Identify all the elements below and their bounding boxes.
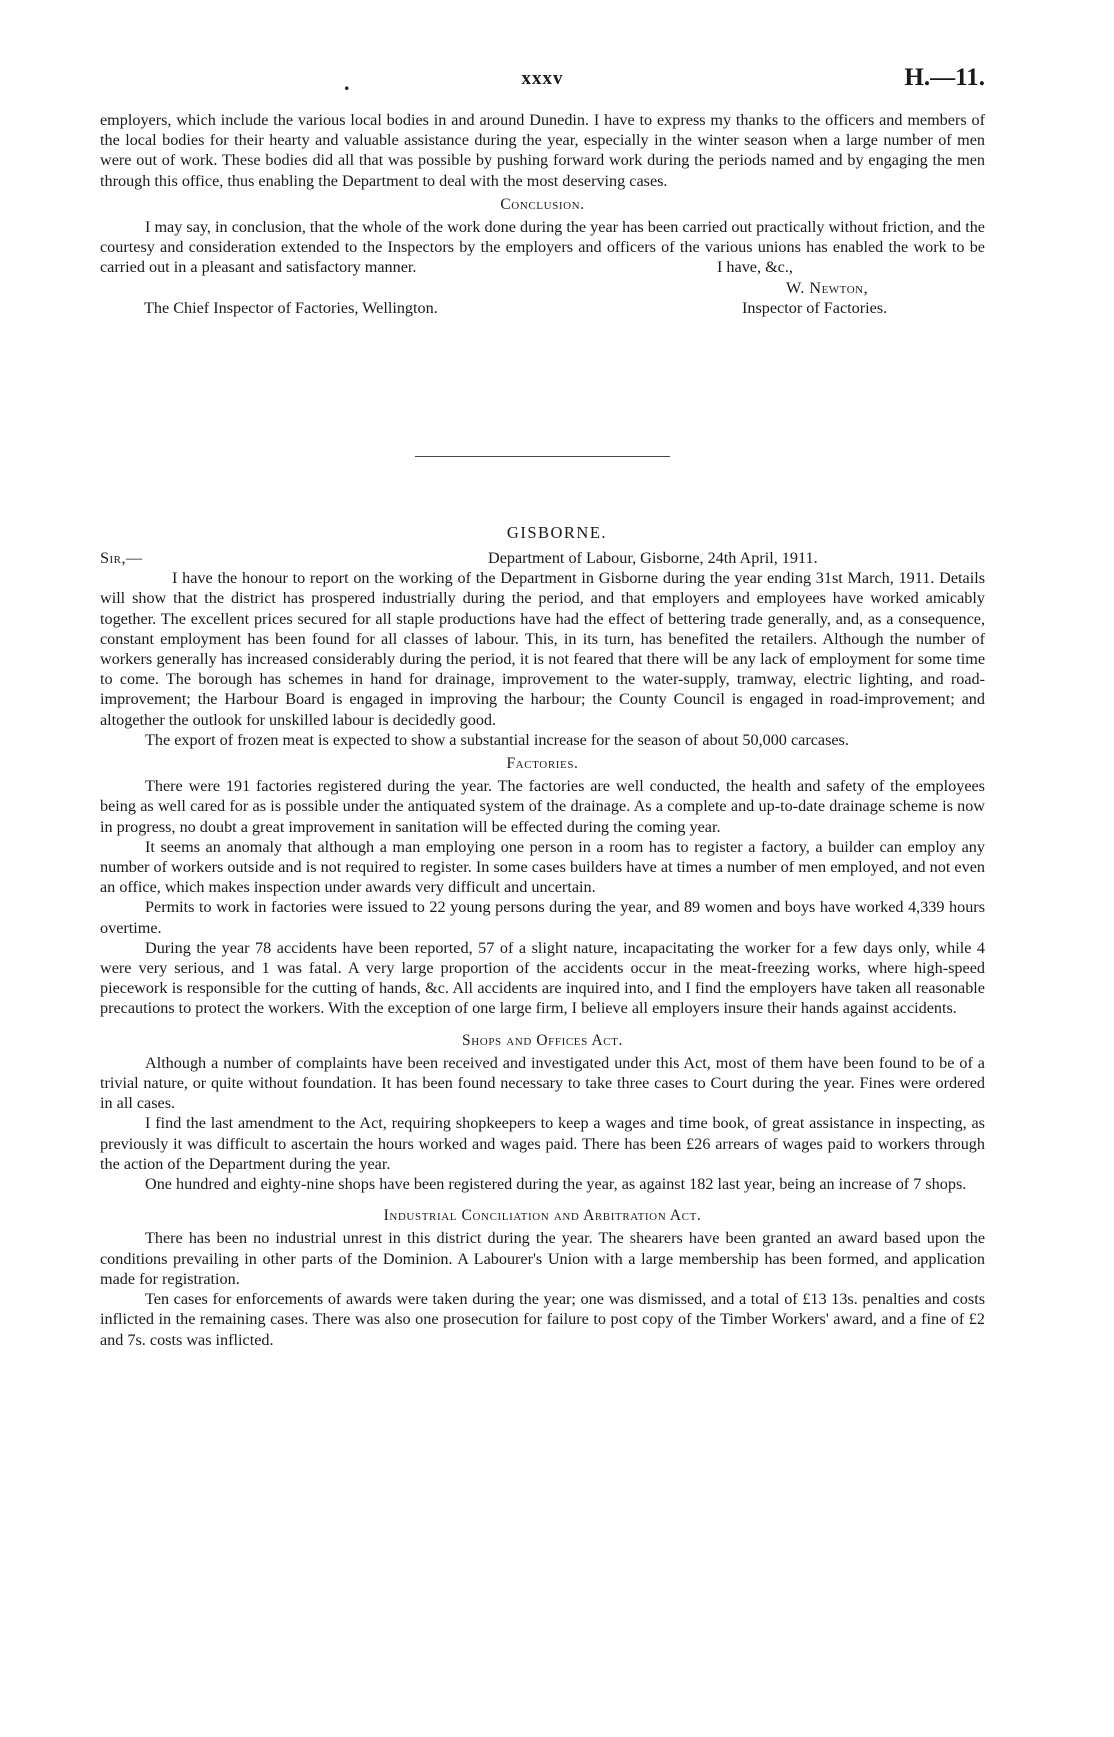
signature-title: Inspector of Factories. bbox=[742, 298, 888, 317]
ica-heading: Industrial Conciliation and Arbitration Act. bbox=[383, 1207, 702, 1225]
salutation-row bbox=[100, 548, 985, 568]
signature-name: W. Newton, bbox=[786, 278, 869, 297]
shops-heading: Shops and Offices Act. bbox=[462, 1031, 623, 1049]
factories-paragraph: During the year 78 accidents have been reported, 57 of a slight nature, incapacitating the worker for a few days only, while 4 were very serious, and 1 was fatal. A very large proportion of the accidents occur in the meat-freezing works, where high-speed piecework is responsible for the cutting of hands, &c. All accidents are inquired into, and I find the employers have taken all reasonable precautions to protect the workers. With the exception of one large firm, I believe all employers insure their hands against accidents. bbox=[100, 938, 985, 1018]
gisborne-intro: I have the honour to report on the working of the Department in Gisborne during the year ending 31st March, 1911. Details will show that the district has prospered industrially during the period, and that employers and employees have worked amicably together. The excellent prices secured for all staple productions have had the effect of bettering trade generally, and, as a consequence, constant employment has been found for all classes of labour. This, in its turn, has benefited the retailers. Although the number of workers generally has increased considerably during the period, it is not feared that there will be any lack of employment for some time to come. The borough has schemes in hand for drainage, improvement to the water-supply, tramway, electric lighting, and road-improvement; the Harbour Board is engaged in improving the harbour; the County Council is engaged in road-improvement; and altogether the outlook for unskilled labour is decidedly good. bbox=[100, 569, 985, 729]
salutation: Sir,— bbox=[100, 549, 143, 567]
shops-paragraph: One hundred and eighty-nine shops have been registered during the year, as against 182 last year, being an increase of 7 shops. bbox=[145, 1175, 967, 1194]
factories-heading: Factories. bbox=[506, 755, 579, 773]
shops-paragraph: Although a number of complaints have been received and investigated under this Act, most of them have been found to be of a trivial nature, or quite without foundation. It has been found necessary to take three cases to Court during the year. Fines were ordered in all cases. bbox=[100, 1053, 985, 1113]
dateline: Department of Labour, Gisborne, 24th April, 1911. bbox=[488, 549, 818, 567]
factories-paragraph: Permits to work in factories were issued to 22 young persons during the year, and 89 women and boys have worked 4,339 hours overtime. bbox=[100, 898, 985, 937]
factories-paragraph: There were 191 factories registered during the year. The factories are well conducted, the health and safety of the employees being as well cared for as is possible under the antiquated system of the drainage. As a complete and up-to-date drainage scheme is now in progress, no doubt a great improvement in sanitation will be effected during the coming year. bbox=[100, 777, 985, 836]
signature-have-row bbox=[100, 257, 985, 277]
signature-have: I have, &c., bbox=[717, 258, 793, 277]
addressee: The Chief Inspector of Factories, Wellington. bbox=[144, 298, 438, 317]
shops-paragraph: I find the last amendment to the Act, requiring shopkeepers to keep a wages and time book, of great assistance in inspecting, as previously it was difficult to ascertain the hours worked and wages paid. There has been £26 arrears of wages paid to workers through the action of the Department during the year. bbox=[100, 1114, 985, 1173]
document-reference: H.—11. bbox=[904, 64, 985, 91]
conclusion-heading: Conclusion. bbox=[500, 195, 585, 213]
ica-paragraph: There has been no industrial unrest in this district during the year. The shearers have been granted an award based upon the conditions prevailing in other parts of the Dominion. A Labourer's Union with a large membership has been formed, and application made for registration. bbox=[100, 1229, 985, 1288]
dunedin-section bbox=[100, 110, 985, 318]
gisborne-section bbox=[100, 548, 985, 1350]
factories-paragraph: It seems an anomaly that although a man employing one person in a room has to register a factory, a builder can employ any number of workers outside and is not required to register. In some cases builders have at times a number of men employed, and not even an office, which makes inspection under awards very difficult and uncertain. bbox=[100, 837, 985, 897]
gisborne-title: GISBORNE. bbox=[506, 523, 608, 542]
signature-name-row bbox=[100, 278, 985, 298]
conclusion-paragraph: I may say, in conclusion, that the whole of the work done during the year has been carried out practically without friction, and the courtesy and consideration extended to the Inspectors by the employers and officers of the various unions has enabled the work to be carried out in a pleasant and satisfactory manner. bbox=[100, 218, 985, 277]
gisborne-export: The export of frozen meat is expected to show a substantial increase for the season of about 50,000 carcases. bbox=[145, 730, 849, 749]
header-dot: . bbox=[344, 70, 350, 95]
page-header bbox=[100, 62, 985, 102]
page-number: xxxv bbox=[521, 68, 564, 89]
ica-paragraph: Ten cases for enforcements of awards were taken during the year; one was dismissed, and a total of £13 13s. penalties and costs inflicted in the remaining cases. There was also one prosecution for failure to post copy of the Timber Workers' award, and a fine of £2 and 7s. costs was inflicted. bbox=[100, 1290, 985, 1349]
dunedin-paragraph: employers, which include the various local bodies in and around Dunedin. I have to express my thanks to the officers and members of the local bodies for their hearty and valuable assistance during the year, especially in the winter season when a large number of men were out of work. These bodies did all that was possible by pushing forward work during the periods named and by engaging the men through this office, thus enabling the Department to deal with the most deserving cases. bbox=[100, 111, 985, 190]
section-divider bbox=[415, 456, 670, 457]
signature-title-row bbox=[100, 298, 985, 318]
